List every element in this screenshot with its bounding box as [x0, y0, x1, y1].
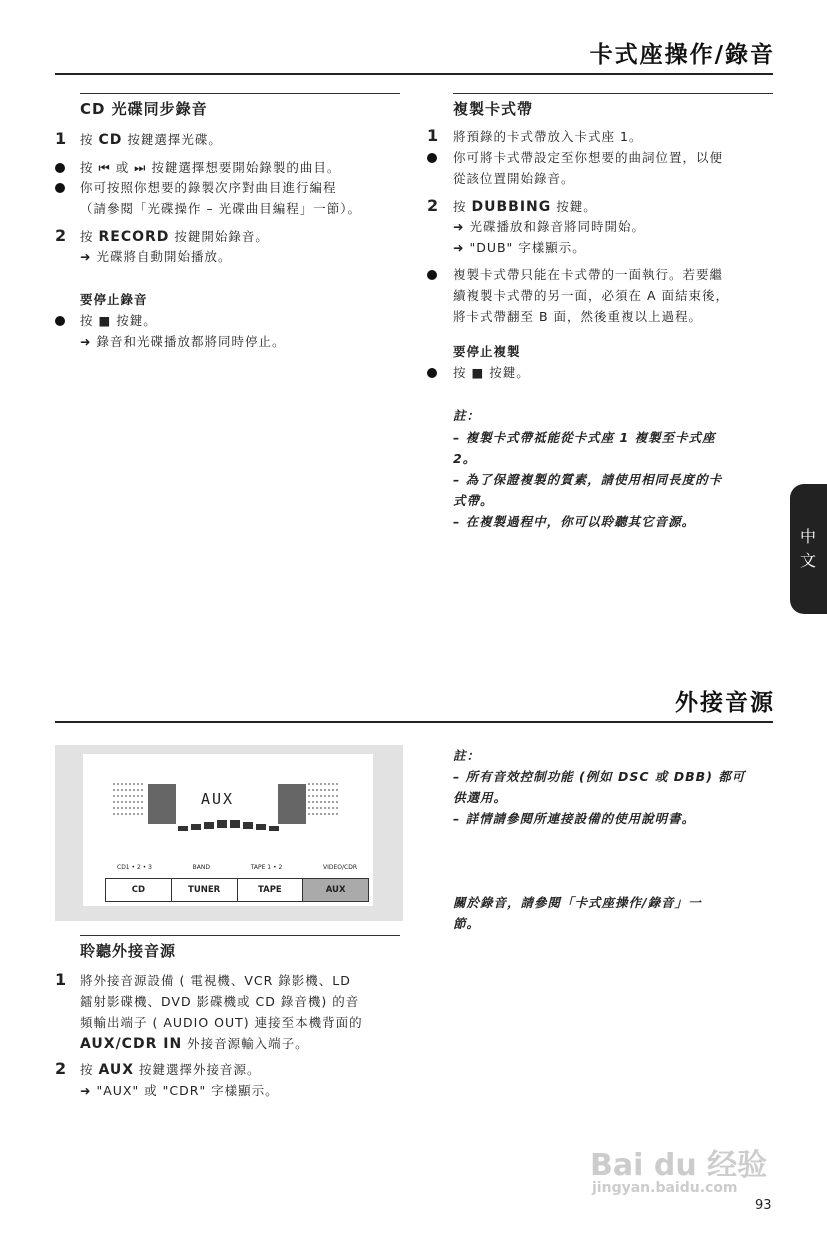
- bullet-icon: [427, 153, 437, 163]
- page-number: 93: [755, 1198, 772, 1213]
- dubbing-bullet2-line1: 複製卡式帶只能在卡式帶的一面執行。若要繼: [453, 267, 724, 282]
- dubbing-note1-line2: 2。: [453, 451, 477, 466]
- display-graphic: [83, 754, 373, 869]
- dubbing-bullet2-line3: 將卡式帶翻至 B 面，然後重複以上過程。: [453, 309, 703, 324]
- label-cd: CD1 • 2 • 3: [117, 864, 152, 871]
- left-meter: [148, 784, 176, 824]
- bullet-icon: [55, 163, 65, 173]
- step-number: 1: [55, 129, 67, 148]
- label-band: BAND: [192, 864, 210, 871]
- stop-recording-result: ➜ 錄音和光碟播放都將同時停止。: [80, 334, 286, 349]
- cd-sync-step2: 按 RECORD 按鍵開始錄音。: [80, 229, 269, 245]
- section-title-external: 外接音源: [675, 690, 775, 716]
- aux-button: AUX: [303, 879, 368, 901]
- right-meter: [278, 784, 306, 824]
- external-step1-line1: 將外接音源設備 ( 電視機、VCR 錄影機、LD: [80, 973, 351, 988]
- section-title-cassette: 卡式座操作/錄音: [589, 42, 775, 68]
- label-tape: TAPE 1 • 2: [250, 864, 283, 871]
- section-rule: [55, 721, 773, 723]
- language-tab: [790, 484, 827, 614]
- dubbing-bullet2-line2: 續複製卡式帶的另一面，必須在 A 面結束後，: [453, 288, 729, 303]
- dubbing-note3: – 在複製過程中，你可以聆聽其它音源。: [453, 514, 696, 529]
- section-rule: [55, 73, 773, 75]
- dubbing-bullet1-line2: 從該位置開始錄音。: [453, 171, 575, 186]
- external-step2-result: ➜ "AUX" 或 "CDR" 字樣顯示。: [80, 1083, 279, 1098]
- source-button-row: [105, 878, 369, 902]
- external-step2: 按 AUX 按鍵選擇外接音源。: [80, 1062, 261, 1078]
- dubbing-step2-result1: ➜ 光碟播放和錄音將同時開始。: [453, 219, 645, 234]
- dubbing-title: 複製卡式帶: [453, 93, 773, 119]
- dubbing-step2: 按 DUBBING 按鍵。: [453, 199, 597, 215]
- step-number: 1: [427, 126, 439, 145]
- tuner-button: TUNER: [172, 879, 238, 901]
- external-note1-line1: – 所有音效控制功能 (例如 DSC 或 DBB) 都可: [453, 769, 746, 784]
- device-illustration: [55, 745, 403, 921]
- step-number: 2: [427, 196, 439, 215]
- display-aux-text: AUX: [201, 790, 235, 808]
- step-number: 2: [55, 1059, 67, 1078]
- dubbing-note-title: 註：: [453, 408, 481, 423]
- tape-button: TAPE: [238, 879, 304, 901]
- cd-sync-step2-result: ➜ 光碟將自動開始播放。: [80, 249, 232, 264]
- stop-recording-title: 要停止錄音: [80, 292, 148, 307]
- dubbing-step1: 將預錄的卡式帶放入卡式座 1。: [453, 129, 643, 144]
- dubbing-bullet1-line1: 你可將卡式帶設定至你想要的曲詞位置，以便: [453, 150, 724, 165]
- cd-sync-bullet2-line2: （請參閱「光碟操作 – 光碟曲目編程」一節）。: [80, 201, 361, 216]
- cd-sync-bullet1: 按 ⏮ 或 ⏭ 按鍵選擇想要開始錄製的曲目。: [80, 160, 341, 175]
- recording-reference-line1: 關於錄音，請參閱「卡式座操作/錄音」一: [453, 895, 702, 910]
- dubbing-note2-line2: 式帶。: [453, 493, 494, 508]
- external-note2: – 詳情請參閱所連接設備的使用說明書。: [453, 811, 696, 826]
- bullet-icon: [427, 368, 437, 378]
- stop-dubbing-title: 要停止複製: [453, 344, 521, 359]
- stop-recording-bullet: 按 ■ 按鍵。: [80, 313, 157, 328]
- external-note-title: 註：: [453, 748, 481, 763]
- cd-sync-step1: 按 CD 按鍵選擇光碟。: [80, 132, 222, 148]
- external-note1-line2: 供選用。: [453, 790, 508, 805]
- dubbing-note1-line1: – 複製卡式帶祗能從卡式座 1 複製至卡式座: [453, 430, 716, 445]
- external-step1-line2: 鐳射影碟機、DVD 影碟機或 CD 錄音機) 的音: [80, 994, 360, 1009]
- dubbing-note2-line1: – 為了保證複製的質素，請使用相同長度的卡: [453, 472, 723, 487]
- bullet-icon: [55, 316, 65, 326]
- step-number: 2: [55, 226, 67, 245]
- recording-reference-line2: 節。: [453, 916, 481, 931]
- dubbing-step2-result2: ➜ "DUB" 字樣顯示。: [453, 240, 586, 255]
- cd-sync-title: CD 光碟同步錄音: [80, 93, 400, 119]
- cd-button: CD: [106, 879, 172, 901]
- label-video-cdr: VIDEO/CDR: [322, 864, 357, 871]
- stop-dubbing-bullet: 按 ■ 按鍵。: [453, 365, 530, 380]
- cd-sync-bullet2-line1: 你可按照你想要的錄製次序對曲目進行編程: [80, 180, 337, 195]
- bullet-icon: [427, 270, 437, 280]
- language-tab-char2: 文: [800, 551, 817, 570]
- bullet-icon: [55, 183, 65, 193]
- language-tab-char1: 中: [800, 527, 817, 546]
- external-step1-line4: AUX/CDR IN 外接音源輸入端子。: [80, 1036, 309, 1052]
- external-step1-line3: 頻輸出端子 ( AUDIO OUT) 連接至本機背面的: [80, 1015, 363, 1030]
- baidu-watermark-logo: Bai du 经验: [590, 1148, 768, 1183]
- button-label-row: [117, 864, 357, 871]
- step-number: 1: [55, 970, 67, 989]
- external-title: 聆聽外接音源: [80, 935, 400, 961]
- baidu-watermark-url: jingyan.baidu.com: [592, 1180, 738, 1196]
